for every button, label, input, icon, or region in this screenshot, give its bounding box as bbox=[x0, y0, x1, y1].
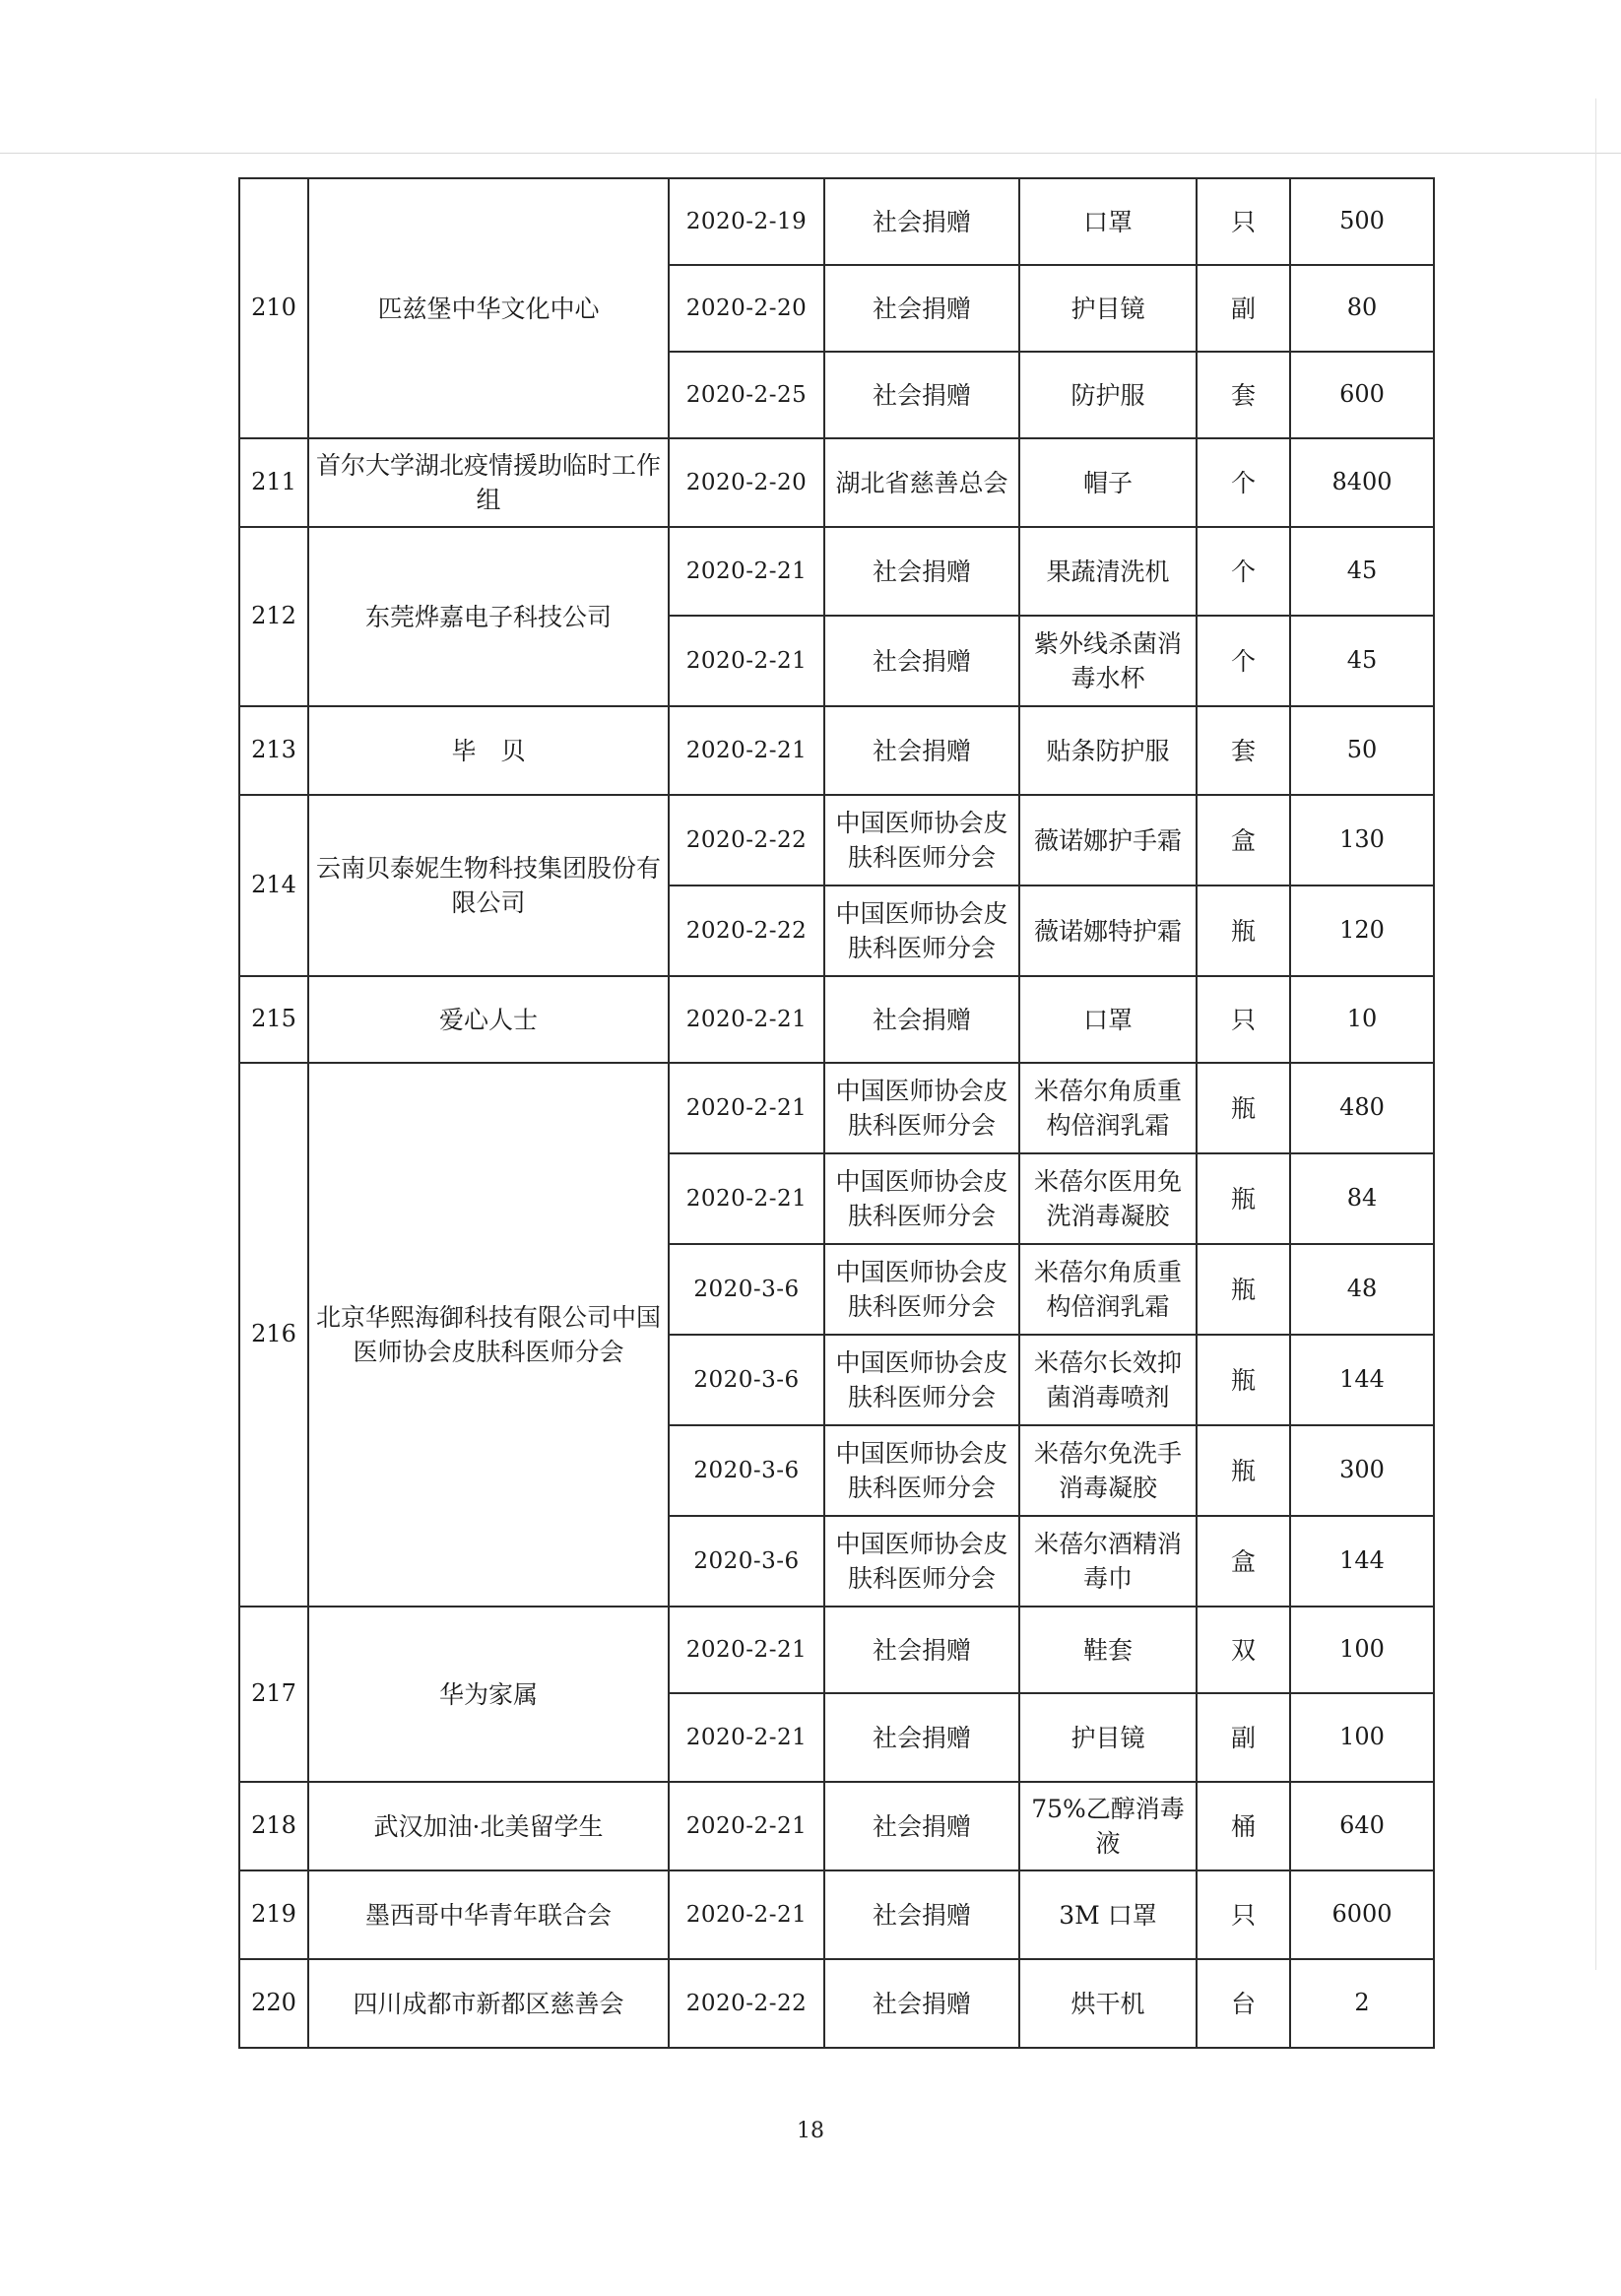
cell-unit: 双 bbox=[1197, 1607, 1290, 1693]
cell-recipient: 中国医师协会皮肤科医师分会 bbox=[824, 1425, 1019, 1516]
cell-serial-number: 220 bbox=[239, 1959, 308, 2048]
cell-date: 2020-2-21 bbox=[669, 527, 824, 616]
cell-unit: 瓶 bbox=[1197, 1063, 1290, 1153]
cell-goods: 米蓓尔酒精消毒巾 bbox=[1019, 1516, 1197, 1607]
cell-goods: 薇诺娜特护霜 bbox=[1019, 886, 1197, 976]
cell-serial-number: 217 bbox=[239, 1607, 308, 1782]
cell-serial-number: 218 bbox=[239, 1782, 308, 1870]
cell-quantity: 640 bbox=[1290, 1782, 1434, 1870]
cell-goods: 米蓓尔角质重构倍润乳霜 bbox=[1019, 1063, 1197, 1153]
table-body bbox=[239, 178, 1434, 2048]
cell-date: 2020-2-21 bbox=[669, 706, 824, 795]
cell-date: 2020-2-21 bbox=[669, 1693, 824, 1782]
cell-unit: 个 bbox=[1197, 527, 1290, 616]
cell-recipient: 社会捐赠 bbox=[824, 178, 1019, 265]
cell-recipient: 社会捐赠 bbox=[824, 527, 1019, 616]
cell-quantity: 10 bbox=[1290, 976, 1434, 1063]
cell-serial-number: 212 bbox=[239, 527, 308, 706]
cell-date: 2020-2-21 bbox=[669, 1607, 824, 1693]
cell-goods: 鞋套 bbox=[1019, 1607, 1197, 1693]
cell-date: 2020-2-21 bbox=[669, 1153, 824, 1244]
cell-recipient: 社会捐赠 bbox=[824, 1959, 1019, 2048]
cell-unit: 只 bbox=[1197, 178, 1290, 265]
cell-unit: 瓶 bbox=[1197, 1335, 1290, 1425]
cell-date: 2020-2-20 bbox=[669, 438, 824, 527]
cell-quantity: 600 bbox=[1290, 352, 1434, 438]
table-row bbox=[239, 706, 1434, 795]
cell-serial-number: 214 bbox=[239, 795, 308, 976]
cell-serial-number: 216 bbox=[239, 1063, 308, 1607]
cell-recipient: 中国医师协会皮肤科医师分会 bbox=[824, 795, 1019, 886]
cell-goods: 米蓓尔长效抑菌消毒喷剂 bbox=[1019, 1335, 1197, 1425]
cell-date: 2020-2-22 bbox=[669, 1959, 824, 2048]
cell-goods: 薇诺娜护手霜 bbox=[1019, 795, 1197, 886]
cell-goods: 米蓓尔免洗手消毒凝胶 bbox=[1019, 1425, 1197, 1516]
cell-recipient: 社会捐赠 bbox=[824, 706, 1019, 795]
cell-unit: 瓶 bbox=[1197, 1244, 1290, 1335]
cell-quantity: 80 bbox=[1290, 265, 1434, 352]
cell-goods: 护目镜 bbox=[1019, 265, 1197, 352]
cell-unit: 个 bbox=[1197, 616, 1290, 706]
cell-recipient: 中国医师协会皮肤科医师分会 bbox=[824, 1063, 1019, 1153]
cell-recipient: 中国医师协会皮肤科医师分会 bbox=[824, 1335, 1019, 1425]
cell-quantity: 500 bbox=[1290, 178, 1434, 265]
cell-goods: 米蓓尔角质重构倍润乳霜 bbox=[1019, 1244, 1197, 1335]
cell-serial-number: 215 bbox=[239, 976, 308, 1063]
cell-quantity: 300 bbox=[1290, 1425, 1434, 1516]
cell-date: 2020-3-6 bbox=[669, 1244, 824, 1335]
cell-unit: 套 bbox=[1197, 706, 1290, 795]
table-row bbox=[239, 1607, 1434, 1693]
cell-recipient: 社会捐赠 bbox=[824, 1870, 1019, 1959]
cell-quantity: 100 bbox=[1290, 1693, 1434, 1782]
cell-donor: 爱心人士 bbox=[308, 976, 669, 1063]
cell-date: 2020-2-21 bbox=[669, 616, 824, 706]
table-row bbox=[239, 1870, 1434, 1959]
cell-quantity: 45 bbox=[1290, 527, 1434, 616]
cell-date: 2020-2-22 bbox=[669, 886, 824, 976]
cell-date: 2020-3-6 bbox=[669, 1335, 824, 1425]
cell-goods: 紫外线杀菌消毒水杯 bbox=[1019, 616, 1197, 706]
cell-quantity: 480 bbox=[1290, 1063, 1434, 1153]
table-row bbox=[239, 527, 1434, 616]
cell-donor: 东莞烨嘉电子科技公司 bbox=[308, 527, 669, 706]
cell-quantity: 45 bbox=[1290, 616, 1434, 706]
cell-recipient: 社会捐赠 bbox=[824, 1693, 1019, 1782]
cell-unit: 只 bbox=[1197, 1870, 1290, 1959]
cell-recipient: 社会捐赠 bbox=[824, 616, 1019, 706]
cell-date: 2020-2-19 bbox=[669, 178, 824, 265]
cell-date: 2020-3-6 bbox=[669, 1425, 824, 1516]
cell-donor: 墨西哥中华青年联合会 bbox=[308, 1870, 669, 1959]
cell-quantity: 8400 bbox=[1290, 438, 1434, 527]
cell-donor: 毕 贝 bbox=[308, 706, 669, 795]
cell-donor: 四川成都市新都区慈善会 bbox=[308, 1959, 669, 2048]
cell-goods: 75%乙醇消毒液 bbox=[1019, 1782, 1197, 1870]
table-row bbox=[239, 1063, 1434, 1153]
scan-edge bbox=[1595, 98, 1596, 1970]
cell-goods: 烘干机 bbox=[1019, 1959, 1197, 2048]
cell-goods: 护目镜 bbox=[1019, 1693, 1197, 1782]
cell-date: 2020-2-20 bbox=[669, 265, 824, 352]
cell-recipient: 中国医师协会皮肤科医师分会 bbox=[824, 1516, 1019, 1607]
cell-goods: 帽子 bbox=[1019, 438, 1197, 527]
cell-quantity: 2 bbox=[1290, 1959, 1434, 2048]
table-row bbox=[239, 976, 1434, 1063]
cell-recipient: 中国医师协会皮肤科医师分会 bbox=[824, 1244, 1019, 1335]
cell-serial-number: 211 bbox=[239, 438, 308, 527]
cell-recipient: 中国医师协会皮肤科医师分会 bbox=[824, 1153, 1019, 1244]
table-row bbox=[239, 438, 1434, 527]
cell-unit: 套 bbox=[1197, 352, 1290, 438]
cell-recipient: 湖北省慈善总会 bbox=[824, 438, 1019, 527]
cell-unit: 盒 bbox=[1197, 1516, 1290, 1607]
cell-unit: 瓶 bbox=[1197, 1153, 1290, 1244]
page-number: 18 bbox=[797, 2119, 824, 2143]
cell-quantity: 84 bbox=[1290, 1153, 1434, 1244]
cell-goods: 米蓓尔医用免洗消毒凝胶 bbox=[1019, 1153, 1197, 1244]
cell-recipient: 中国医师协会皮肤科医师分会 bbox=[824, 886, 1019, 976]
cell-unit: 桶 bbox=[1197, 1782, 1290, 1870]
cell-recipient: 社会捐赠 bbox=[824, 265, 1019, 352]
cell-unit: 瓶 bbox=[1197, 886, 1290, 976]
table-row bbox=[239, 1959, 1434, 2048]
table-row bbox=[239, 1782, 1434, 1870]
cell-date: 2020-3-6 bbox=[669, 1516, 824, 1607]
cell-goods: 果蔬清洗机 bbox=[1019, 527, 1197, 616]
cell-recipient: 社会捐赠 bbox=[824, 352, 1019, 438]
cell-unit: 副 bbox=[1197, 1693, 1290, 1782]
cell-date: 2020-2-21 bbox=[669, 1782, 824, 1870]
cell-recipient: 社会捐赠 bbox=[824, 1782, 1019, 1870]
cell-donor: 匹兹堡中华文化中心 bbox=[308, 178, 669, 438]
cell-unit: 副 bbox=[1197, 265, 1290, 352]
cell-quantity: 50 bbox=[1290, 706, 1434, 795]
cell-serial-number: 210 bbox=[239, 178, 308, 438]
cell-recipient: 社会捐赠 bbox=[824, 1607, 1019, 1693]
cell-quantity: 144 bbox=[1290, 1516, 1434, 1607]
cell-goods: 口罩 bbox=[1019, 178, 1197, 265]
cell-quantity: 144 bbox=[1290, 1335, 1434, 1425]
header-rule bbox=[0, 153, 1621, 154]
cell-donor: 华为家属 bbox=[308, 1607, 669, 1782]
cell-unit: 台 bbox=[1197, 1959, 1290, 2048]
cell-date: 2020-2-25 bbox=[669, 352, 824, 438]
cell-donor: 云南贝泰妮生物科技集团股份有限公司 bbox=[308, 795, 669, 976]
cell-date: 2020-2-22 bbox=[669, 795, 824, 886]
cell-goods: 3M 口罩 bbox=[1019, 1870, 1197, 1959]
cell-unit: 瓶 bbox=[1197, 1425, 1290, 1516]
cell-quantity: 100 bbox=[1290, 1607, 1434, 1693]
table-row bbox=[239, 178, 1434, 265]
cell-goods: 口罩 bbox=[1019, 976, 1197, 1063]
donation-table bbox=[238, 177, 1435, 2049]
cell-donor: 北京华熙海御科技有限公司中国医师协会皮肤科医师分会 bbox=[308, 1063, 669, 1607]
table-row bbox=[239, 795, 1434, 886]
cell-date: 2020-2-21 bbox=[669, 976, 824, 1063]
cell-goods: 防护服 bbox=[1019, 352, 1197, 438]
cell-quantity: 130 bbox=[1290, 795, 1434, 886]
cell-donor: 武汉加油·北美留学生 bbox=[308, 1782, 669, 1870]
cell-serial-number: 213 bbox=[239, 706, 308, 795]
cell-date: 2020-2-21 bbox=[669, 1870, 824, 1959]
cell-quantity: 48 bbox=[1290, 1244, 1434, 1335]
cell-unit: 个 bbox=[1197, 438, 1290, 527]
cell-recipient: 社会捐赠 bbox=[824, 976, 1019, 1063]
cell-quantity: 6000 bbox=[1290, 1870, 1434, 1959]
cell-date: 2020-2-21 bbox=[669, 1063, 824, 1153]
cell-serial-number: 219 bbox=[239, 1870, 308, 1959]
cell-goods: 贴条防护服 bbox=[1019, 706, 1197, 795]
cell-unit: 盒 bbox=[1197, 795, 1290, 886]
cell-quantity: 120 bbox=[1290, 886, 1434, 976]
cell-unit: 只 bbox=[1197, 976, 1290, 1063]
cell-donor: 首尔大学湖北疫情援助临时工作组 bbox=[308, 438, 669, 527]
